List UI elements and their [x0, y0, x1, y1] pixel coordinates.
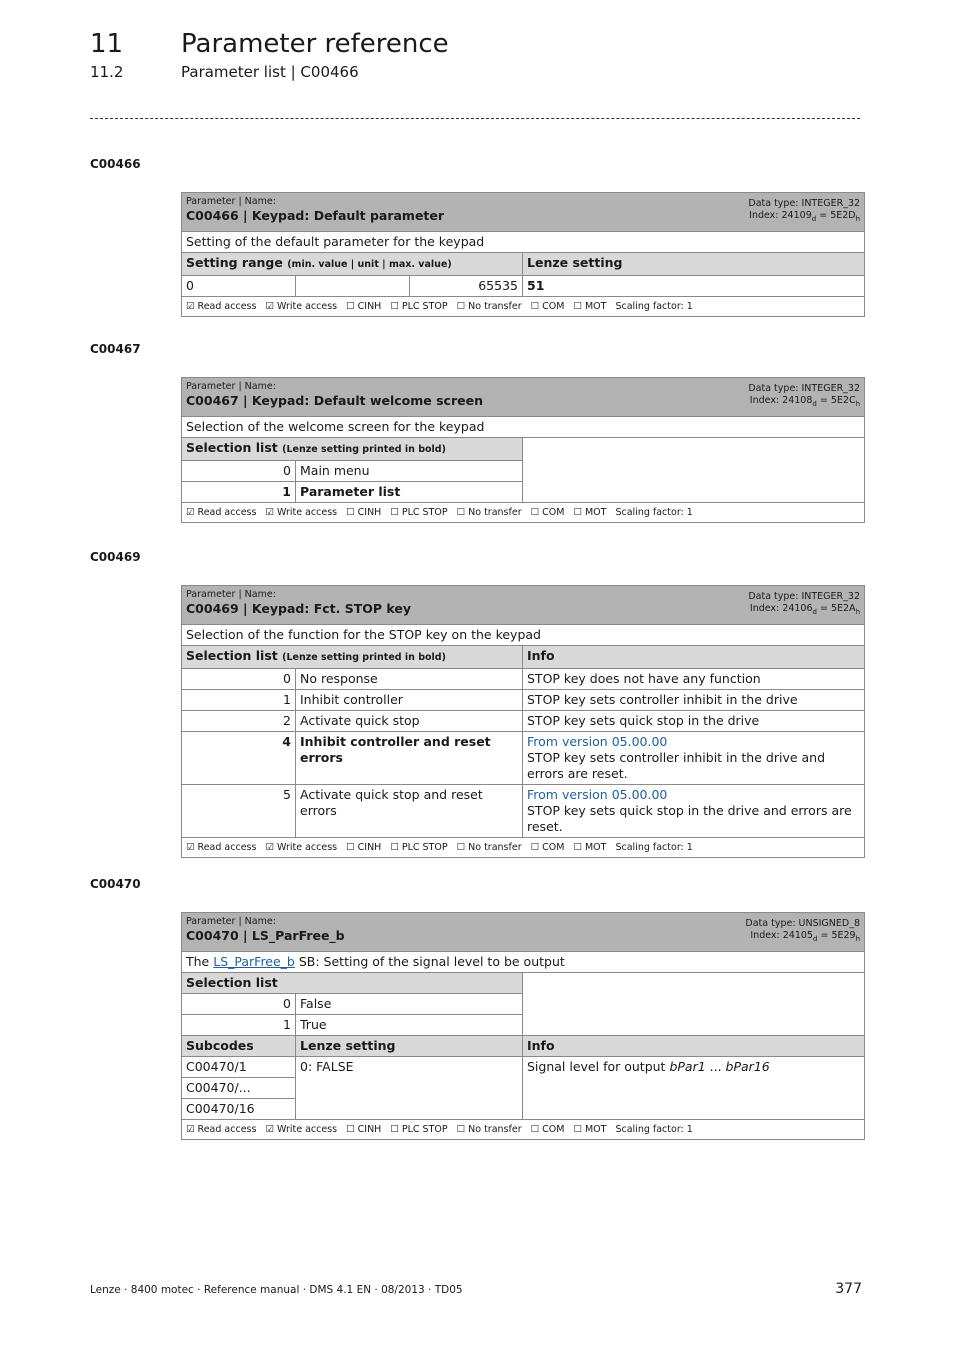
param-table-c00469	[181, 585, 865, 858]
data-type-block	[748, 198, 860, 225]
footer-item: ☐ CINH	[346, 301, 382, 312]
footer-item: ☑ Write access	[265, 1124, 338, 1135]
item-text: Inhibit controller and reset errors	[296, 732, 523, 785]
index-h-sub: h	[855, 607, 860, 616]
item-value: 4	[182, 732, 296, 785]
header-divider	[90, 118, 860, 119]
param-name: C00466 | Keypad: Default parameter	[186, 208, 445, 223]
section-title: Parameter list | C00466	[181, 63, 359, 81]
footer-item: ☑ Read access	[186, 301, 257, 312]
section-label-c00466: C00466	[90, 157, 141, 171]
footer-item: Scaling factor: 1	[615, 1124, 693, 1135]
list-item	[182, 711, 865, 732]
data-type: Data type: INTEGER_32	[748, 198, 861, 209]
list-item	[182, 785, 865, 838]
footer-item: ☐ MOT	[573, 507, 607, 518]
access-footer	[182, 838, 865, 858]
page-number: 377	[835, 1281, 862, 1297]
selection-list-header	[182, 438, 523, 461]
footer-item: ☑ Write access	[265, 507, 338, 518]
setting-range-note: (min. value | unit | max. value)	[287, 259, 452, 270]
index-hex: 5E2C	[830, 395, 856, 406]
selection-list-header	[182, 646, 523, 669]
description: Selection of the function for the STOP key on the keypad	[182, 625, 865, 646]
index-prefix: Index:	[750, 930, 783, 941]
index-h-sub: h	[855, 934, 861, 943]
item-text: Inhibit controller	[296, 690, 523, 711]
sub-info-a: bPar1	[669, 1059, 706, 1074]
item-text: Main menu	[296, 461, 523, 482]
lenze-setting-value: 51	[523, 276, 865, 297]
item-value: 0	[182, 669, 296, 690]
subcode-info	[523, 1057, 865, 1120]
empty-cell	[523, 438, 865, 503]
item-text: No response	[296, 669, 523, 690]
footer-item: Scaling factor: 1	[615, 842, 693, 853]
item-info: STOP key sets controller inhibit in the drive	[523, 690, 865, 711]
unit	[296, 276, 410, 297]
desc-post: SB: Setting of the signal level to be output	[294, 954, 565, 969]
index-prefix: Index:	[749, 210, 782, 221]
index-prefix: Index:	[749, 395, 783, 406]
access-footer	[182, 1120, 865, 1140]
item-text: Activate quick stop and reset errors	[296, 785, 523, 838]
setting-range-label: Setting range	[186, 255, 283, 270]
param-name-label: Parameter | Name:	[186, 381, 276, 392]
index-d-sub: d	[812, 607, 817, 616]
item-text: False	[296, 994, 523, 1015]
footer-item: ☑ Read access	[186, 842, 257, 853]
param-table-c00466	[181, 192, 865, 317]
item-value: 1	[182, 1015, 296, 1036]
index-dec: 24106	[782, 603, 813, 614]
index-eq: =	[816, 395, 831, 406]
ls-parfree-link[interactable]: LS_ParFree_b	[213, 954, 295, 969]
param-table-c00467	[181, 377, 865, 523]
item-info: STOP key sets quick stop in the drive and errors are reset.	[527, 803, 852, 834]
access-footer	[182, 297, 865, 317]
section-label-c00470: C00470	[90, 877, 141, 891]
desc-pre: The	[186, 954, 214, 969]
footer-item: ☐ No transfer	[456, 507, 522, 518]
item-value: 1	[182, 690, 296, 711]
version-link[interactable]: From version 05.00.00	[527, 734, 668, 749]
footer-item: ☐ CINH	[346, 842, 382, 853]
subcode-row	[182, 1057, 865, 1078]
info-header: Info	[523, 646, 865, 669]
sub-info-mid: ...	[705, 1059, 726, 1074]
title-row	[182, 193, 865, 232]
param-name: C00470 | LS_ParFree_b	[186, 928, 345, 943]
lenze-setting-header: Lenze setting	[296, 1036, 523, 1057]
index-dec: 24109	[781, 210, 812, 221]
index-h-sub: h	[855, 214, 861, 223]
section-label-c00467: C00467	[90, 342, 141, 356]
index-eq: =	[817, 930, 832, 941]
item-text: Parameter list	[296, 482, 523, 503]
item-info-cell	[523, 785, 865, 838]
subcode: C00470/1	[182, 1057, 296, 1078]
selection-list-note: (Lenze setting printed in bold)	[282, 444, 446, 455]
footer-item: ☐ No transfer	[456, 301, 522, 312]
chapter-title: Parameter reference	[181, 29, 449, 59]
lenze-setting-header: Lenze setting	[523, 253, 865, 276]
footer-item: ☑ Write access	[265, 842, 338, 853]
footer-item: ☐ PLC STOP	[390, 842, 448, 853]
item-value: 0	[182, 461, 296, 482]
sub-info-b: bPar16	[725, 1059, 770, 1074]
footer-item: ☑ Read access	[186, 507, 257, 518]
subcode: C00470/16	[182, 1099, 296, 1120]
data-type-block	[748, 591, 860, 618]
empty-cell	[523, 973, 865, 1036]
data-type-block	[745, 918, 860, 945]
param-name: C00469 | Keypad: Fct. STOP key	[186, 601, 411, 616]
item-value: 2	[182, 711, 296, 732]
footer-item: ☐ MOT	[573, 842, 607, 853]
footer-item: ☐ COM	[530, 301, 565, 312]
index-hex: 5E2D	[830, 210, 856, 221]
description: Setting of the default parameter for the keypad	[182, 232, 865, 253]
footer-item: ☐ No transfer	[456, 842, 522, 853]
item-info: STOP key does not have any function	[523, 669, 865, 690]
access-footer	[182, 503, 865, 523]
index-prefix: Index:	[749, 603, 783, 614]
index-d-sub: d	[811, 214, 817, 223]
index-eq: =	[816, 603, 831, 614]
param-name-label: Parameter | Name:	[186, 589, 276, 600]
index-dec: 24105	[782, 930, 813, 941]
footer-item: ☐ PLC STOP	[390, 507, 448, 518]
selection-list-header: Selection list	[182, 973, 523, 994]
selection-list-note: (Lenze setting printed in bold)	[282, 652, 446, 663]
param-name: C00467 | Keypad: Default welcome screen	[186, 393, 483, 408]
data-type: Data type: UNSIGNED_8	[745, 918, 861, 929]
index-d-sub: d	[812, 934, 818, 943]
description	[182, 952, 865, 973]
footer-item: ☐ MOT	[573, 1124, 607, 1135]
page-footer: Lenze · 8400 motec · Reference manual · DMS 4.1 EN · 08/2013 · TD05	[90, 1284, 463, 1296]
selection-list-label: Selection list	[186, 440, 278, 455]
index-eq: =	[816, 210, 831, 221]
min-value: 0	[182, 276, 296, 297]
footer-item: ☐ COM	[530, 842, 565, 853]
description: Selection of the welcome screen for the keypad	[182, 417, 865, 438]
footer-item: ☐ COM	[530, 507, 565, 518]
setting-range-header	[182, 253, 523, 276]
footer-item: ☐ MOT	[573, 301, 607, 312]
item-value: 1	[182, 482, 296, 503]
item-value: 0	[182, 994, 296, 1015]
footer-item: ☐ CINH	[346, 507, 382, 518]
version-link[interactable]: From version 05.00.00	[527, 787, 668, 802]
param-name-label: Parameter | Name:	[186, 916, 276, 927]
footer-item: ☐ PLC STOP	[390, 1124, 448, 1135]
footer-item: ☐ PLC STOP	[390, 301, 448, 312]
item-text: Activate quick stop	[296, 711, 523, 732]
subcode-lenze-setting: 0: FALSE	[296, 1057, 523, 1120]
max-value: 65535	[410, 276, 523, 297]
index-h-sub: h	[855, 399, 861, 408]
section-label-c00469: C00469	[90, 550, 141, 564]
footer-item: Scaling factor: 1	[615, 301, 693, 312]
subcodes-header: Subcodes	[182, 1036, 296, 1057]
item-text: True	[296, 1015, 523, 1036]
data-type: Data type: INTEGER_32	[748, 591, 860, 602]
item-value: 5	[182, 785, 296, 838]
param-name-label: Parameter | Name:	[186, 196, 276, 207]
list-item	[182, 732, 865, 785]
item-info: STOP key sets controller inhibit in the drive and errors are reset.	[527, 750, 826, 781]
data-type: Data type: INTEGER_32	[748, 383, 861, 394]
selection-list-label: Selection list	[186, 648, 278, 663]
footer-item: ☐ No transfer	[456, 1124, 522, 1135]
index-dec: 24108	[782, 395, 813, 406]
footer-item: ☐ CINH	[346, 1124, 382, 1135]
index-d-sub: d	[812, 399, 817, 408]
list-item	[182, 690, 865, 711]
footer-item: Scaling factor: 1	[615, 507, 693, 518]
subcode: C00470/...	[182, 1078, 296, 1099]
index-hex: 5E29	[831, 930, 856, 941]
item-info: STOP key sets quick stop in the drive	[523, 711, 865, 732]
index-hex: 5E2A	[830, 603, 856, 614]
sub-info-pre: Signal level for output	[527, 1059, 670, 1074]
footer-item: ☑ Read access	[186, 1124, 257, 1135]
footer-item: ☐ COM	[530, 1124, 565, 1135]
list-item	[182, 669, 865, 690]
section-number: 11.2	[90, 63, 124, 81]
item-info-cell	[523, 732, 865, 785]
param-table-c00470	[181, 912, 865, 1140]
info-header: Info	[523, 1036, 865, 1057]
chapter-number: 11	[90, 29, 124, 59]
data-type-block	[748, 383, 860, 410]
footer-item: ☑ Write access	[265, 301, 338, 312]
